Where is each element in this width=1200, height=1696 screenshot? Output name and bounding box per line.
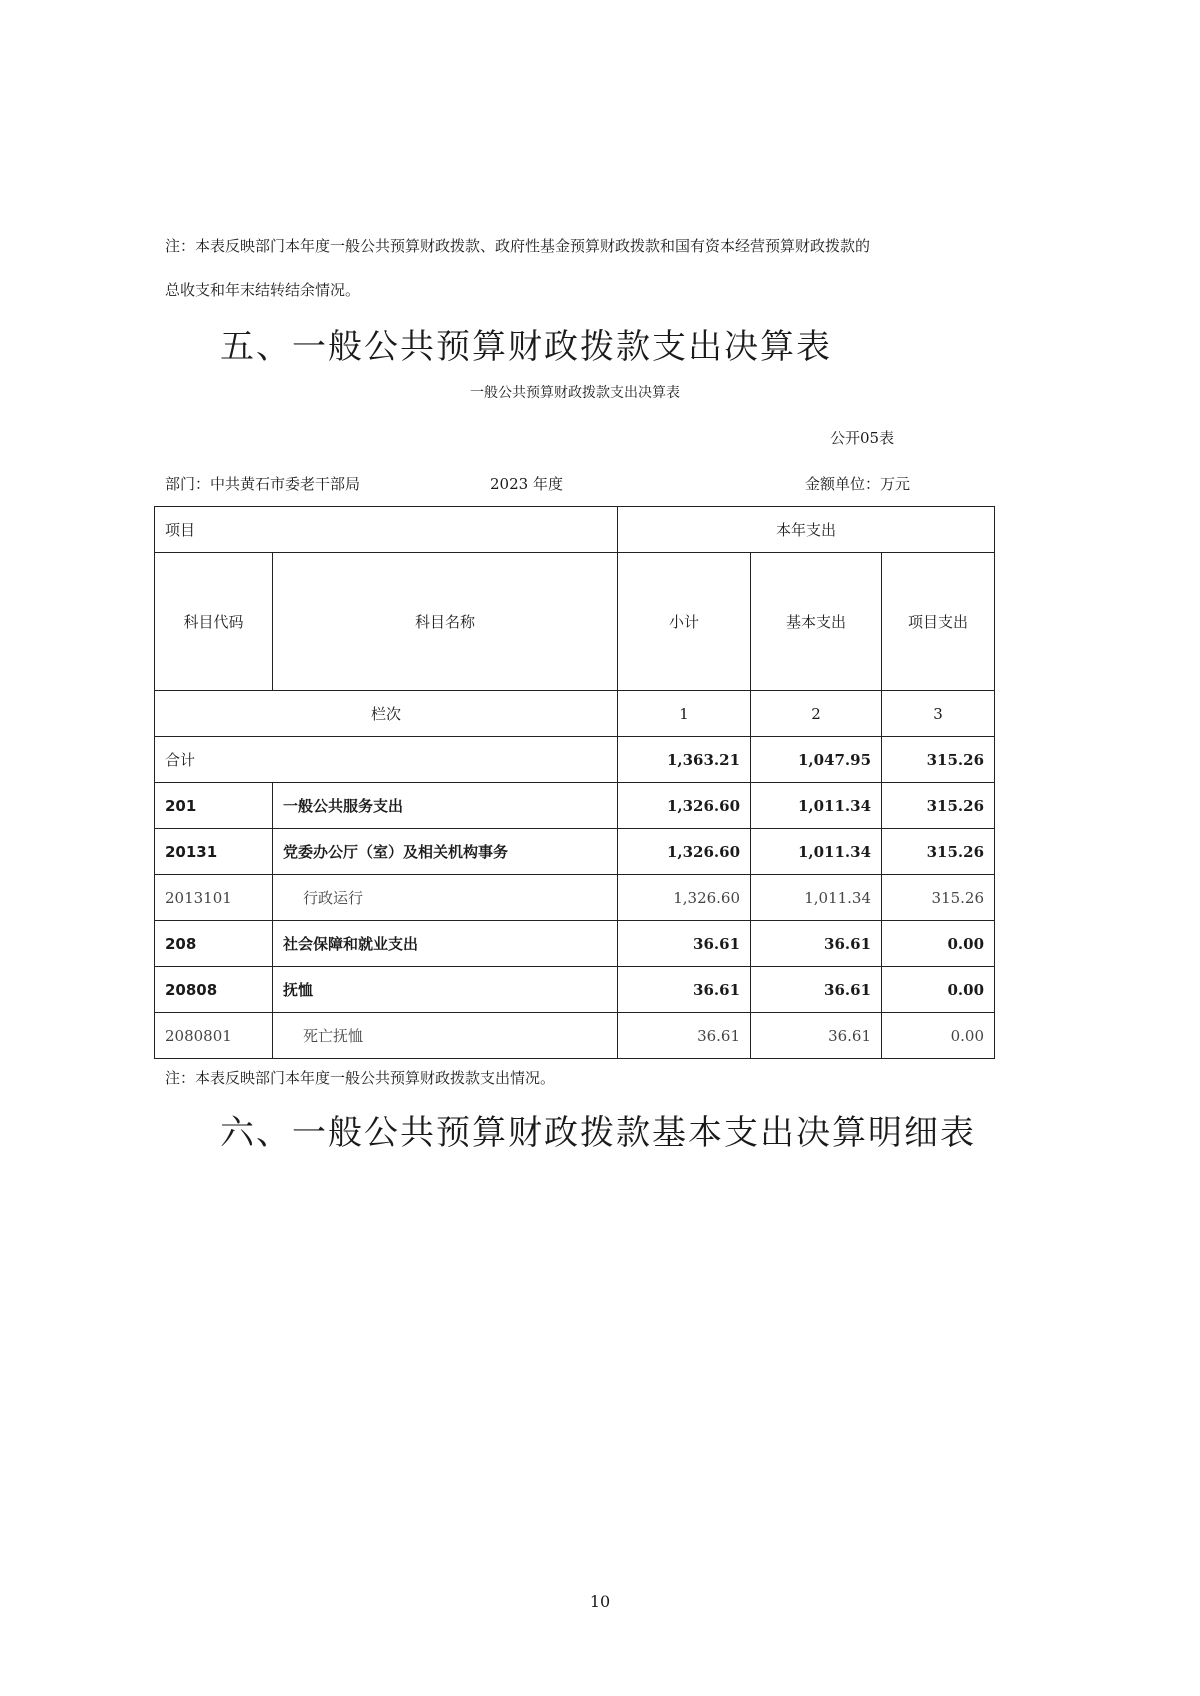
total-label: 合计: [155, 737, 618, 783]
row-project: 0.00: [882, 921, 995, 967]
row-code: 2013101: [155, 875, 273, 921]
total-row: [155, 737, 995, 783]
column-index-label: 栏次: [155, 691, 618, 737]
department-label: 部门：中共黄石市委老干部局: [165, 475, 361, 493]
row-subtotal: 1,326.60: [618, 875, 751, 921]
column-index-3: 3: [882, 691, 995, 737]
header-subject-name: 科目名称: [273, 553, 618, 691]
unit-label: 金额单位：万元: [805, 475, 911, 493]
row-basic: 36.61: [751, 1013, 882, 1059]
row-subtotal: 1,326.60: [618, 829, 751, 875]
row-basic: 36.61: [751, 967, 882, 1013]
row-name: 抚恤: [273, 967, 618, 1013]
header-basic: 基本支出: [751, 553, 882, 691]
column-index-2: 2: [751, 691, 882, 737]
row-basic: 1,011.34: [751, 875, 882, 921]
total-project: 315.26: [882, 737, 995, 783]
table-row: [155, 829, 995, 875]
section5-heading: 五、一般公共预算财政拨款支出决算表: [220, 327, 832, 367]
row-basic: 1,011.34: [751, 829, 882, 875]
row-name: 社会保障和就业支出: [273, 921, 618, 967]
column-index-row: [155, 691, 995, 737]
row-name: 死亡抚恤: [273, 1013, 618, 1059]
row-subtotal: 36.61: [618, 1013, 751, 1059]
row-code: 2080801: [155, 1013, 273, 1059]
column-index-1: 1: [618, 691, 751, 737]
table-row: [155, 921, 995, 967]
page-number: 10: [589, 1592, 611, 1611]
row-subtotal: 1,326.60: [618, 783, 751, 829]
note-top-line2: 总收支和年末结转结余情况。: [165, 281, 361, 299]
row-name: 党委办公厅（室）及相关机构事务: [273, 829, 618, 875]
expense-table: [154, 506, 995, 1059]
table-row: [155, 967, 995, 1013]
row-project: 315.26: [882, 875, 995, 921]
row-code: 201: [155, 783, 273, 829]
note-bottom: 注：本表反映部门本年度一般公共预算财政拨款支出情况。: [165, 1069, 556, 1087]
row-basic: 1,011.34: [751, 783, 882, 829]
row-basic: 36.61: [751, 921, 882, 967]
note-top-line1: 注：本表反映部门本年度一般公共预算财政拨款、政府性基金预算财政拨款和国有资本经营预算财政拨款的: [165, 237, 871, 255]
year-label: 2023 年度: [490, 475, 563, 493]
row-name: 一般公共服务支出: [273, 783, 618, 829]
row-subtotal: 36.61: [618, 921, 751, 967]
row-subtotal: 36.61: [618, 967, 751, 1013]
table-title: 一般公共预算财政拨款支出决算表: [470, 385, 680, 401]
header-subtotal: 小计: [618, 553, 751, 691]
row-project: 315.26: [882, 829, 995, 875]
header-row-2: [155, 553, 995, 691]
table-row: [155, 783, 995, 829]
row-project: 0.00: [882, 967, 995, 1013]
section6-heading: 六、一般公共预算财政拨款基本支出决算明细表: [220, 1113, 976, 1153]
row-project: 0.00: [882, 1013, 995, 1059]
table-row: [155, 875, 995, 921]
total-subtotal: 1,363.21: [618, 737, 751, 783]
row-project: 315.26: [882, 783, 995, 829]
header-project-exp: 项目支出: [882, 553, 995, 691]
header-current-year-expense: 本年支出: [618, 507, 995, 553]
total-basic: 1,047.95: [751, 737, 882, 783]
header-row-1: [155, 507, 995, 553]
row-code: 20808: [155, 967, 273, 1013]
row-code: 20131: [155, 829, 273, 875]
row-name: 行政运行: [273, 875, 618, 921]
row-code: 208: [155, 921, 273, 967]
table-code: 公开05表: [830, 429, 895, 447]
header-project: 项目: [155, 507, 618, 553]
table-row: [155, 1013, 995, 1059]
header-subject-code: 科目代码: [155, 553, 273, 691]
